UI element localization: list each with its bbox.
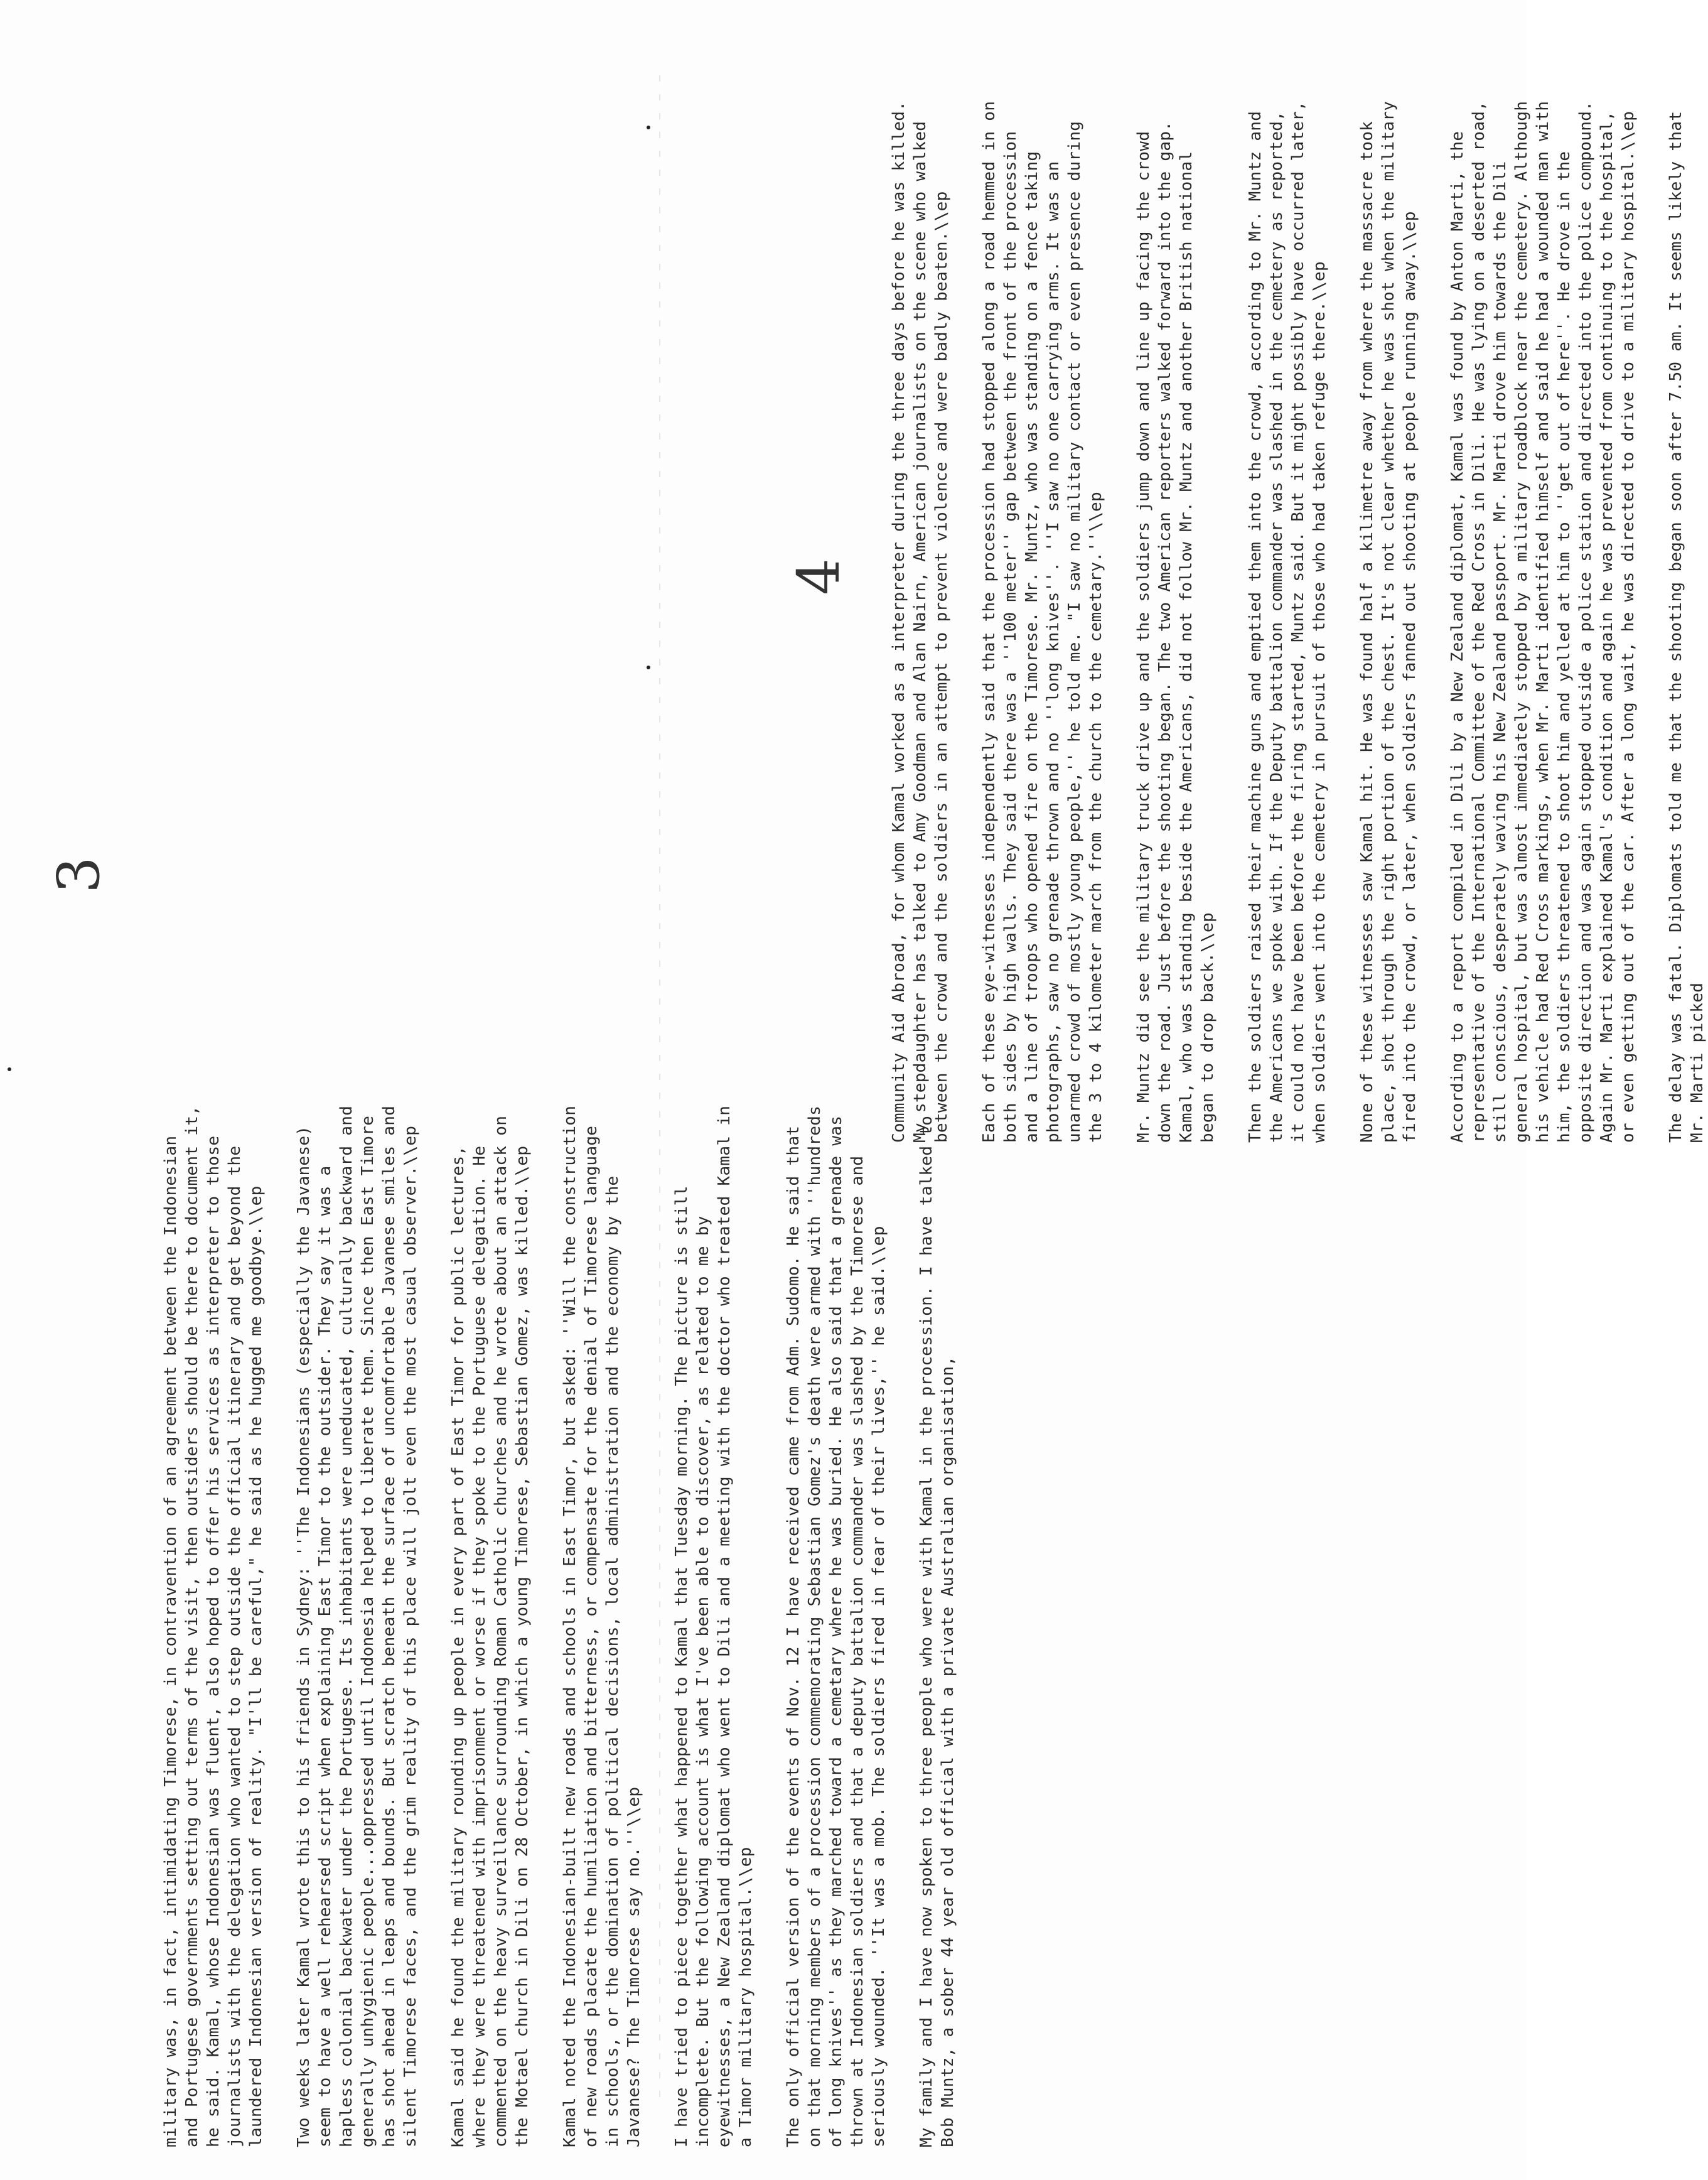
paragraph: Two weeks later Kamal wrote this to his friends in Sydney: ''The Indonesians (especially the Javanese) seem to have a well rehearsed script when explaining East Timor to the outsider. They say it was a hapless colonial backwater under the Portugese. Its inhabitants were uneducated, culturally backward and generally unhygienic people...oppressed until Indonesia helped to liberate them. Since then East Timore has shot ahead in leaps and bounds. But scratch beneath the surface of uncomfortable Javanese smiles and silent Timorese faces, and the grim reality of this place will jolt even the most casual observer.\\ep [294,1105,420,2147]
scan-speck [647,126,650,129]
page-number-left: 3 [45,856,112,893]
paragraph: Then the soldiers raised their machine guns and emptied them into the crowd, according to Mr. Muntz and the Americans we spoke with. If the Deputy battalion commander was slashed in the cemetery as reported, it could not have been before the firing started, Muntz said. But it might possibly have occurred later, when soldiers went into the cemetery in pursuit of those who had taken refuge there.\\ep [1246,100,1329,1143]
paragraph: Kamal noted the Indonesian-built new roads and schools in East Timor, but asked: ''Will the construction of new roads placate the humiliation and bitterness, or compensate for the denial of Timorese language in schools, or the domination of political decisions, local administration and the economy by the Javanese? The Timorese say no.''\\ep [561,1105,643,2147]
paragraph: Community Aid Abroad, for whom Kamal worked as a interpreter during the three days before he was killed. My stepdaughter has talked to Amy Goodman and Alan Nairn, American journalists on the scene who walked between the crowd and the soldiers in an attempt to prevent violence and were badly beaten.\\ep [889,100,951,1143]
paragraph: None of these witnesses saw Kamal hit. He was found half a kilimetre away from where the massacre took place, shot through the right portion of the chest. It's not clear whether he was shot when the military fired into the crowd, or later, when soldiers fanned out shooting at people running away.\\ep [1358,100,1419,1143]
scan-speck [8,1067,11,1071]
left-page-text [160,1099,957,2147]
paragraph: According to a report compiled in Dili by a New Zealand diplomat, Kamal was found by Anton Marti, the representative of the International Committee of the Red Cross in Dili. He was lying on a deserted road, still conscious, desperately waving his New Zealand passport. Mr. Marti drove him towards the Dili general hospital, but was almost immediately stopped by a military roadblock near the cemetery. Although his vehicle had Red Cross markings, when Mr. Marti identified himself and said he had a wounded man with him, the soldiers threatened to shoot him and yelled at him to ''get out of here''. He drove in the opposite direction and was again stopped outside a police station and directed into the police compound. Again Mr. Marti explained Kamal's condition and again he was prevented from continuing to the hospital, or even getting out of the car. After a long wait, he was directed to drive to a military hospital.\\ep [1448,100,1638,1143]
paragraph: Each of these eye-witnesses independently said that the procession had stopped along a road hemmed in on both sides by high walls. They said there was a ''100 meter'' gap between the front of the procession and a line of troops who opened fire on the Timorese. Mr. Muntz, who was standing on a fence taking photographs, saw no grenade thrown and no ''long knives''. ''I saw no one carrying arms. It was an unarmed crowd of mostly young people,'' he told me. "I saw no military contact or even presence during the 3 to 4 kilometer march from the church to the cemetary.''\\ep [980,100,1105,1143]
paragraph: The only official version of the events of Nov. 12 I have received came from Adm. Sudomo. He said that on that morning members of a procession commemorating Sebastian Gomez's death were armed with ''hundreds of long knives'' as they marched toward a cemetary where he was buried. He also said that a grenade was thrown at Indonesian soldiers and that a deputy battalion commander was slashed by the Timorese and seriously wounded. ''It was a mob. The soldiers fired in fear of their lives,'' he said.\\ep [784,1105,888,2147]
paragraph: military was, in fact, intimidating Timorese, in contravention of an agreement between the Indonesian and Portugese governments setting out terms of the visit, then outsiders should be there to document it, he said. Kamal, whose Indonesian was fluent, also hoped to offer his services as interpreter to those journalists with the delegation who wanted to step outside the official itinerary and get beyond the laundered Indonesian version of reality. "I'll be careful," he said as he hugged me goodbye.\\ep [161,1105,266,2147]
right-page-text [888,94,1707,1143]
paragraph: Kamal said he found the military rounding up people in every part of East Timor for public lectures, where they were threatened with imprisonment or worse if they spoke to the Portuguese delegation. He commented on the heavy surveillance surrounding Roman Catholic churches and he wrote about an attack on the Motael church in Dili on 28 October, in which a young Timorese, Sebastian Gomez, was killed.\\ep [449,1115,532,2147]
scan-speck [647,666,650,669]
paragraph: Mr. Muntz did see the military truck drive up and the soldiers jump down and line up facing the crowd down the road. Just before the shooting began. The two American reporters walked forward into the gap. Kamal, who was standing beside the Americans, did not follow Mr. Muntz and another British national began to drop back.\\ep [1134,121,1217,1143]
paragraph: I have tried to piece together what happened to Kamal that Tuesday morning. The picture is still incomplete. But the following account is what I've been able to discover, as related to me by eyewitnesses, a New Zealand diplomat who went to Dili and a meeting with the doctor who treated Kamal in a Timor military hospital.\\ep [672,1105,755,2147]
page-number-right: 4 [785,558,852,595]
paragraph: The delay was fatal. Diplomats told me that the shooting began soon after 7.50 am. It seems likely that Mr. Marti picked [1667,111,1707,1143]
paragraph: My family and I have now spoken to three people who were with Kamal in the procession. I have talked to Bob Muntz, a sober 44 year old official with a private Australian organisation, [917,1115,957,2147]
